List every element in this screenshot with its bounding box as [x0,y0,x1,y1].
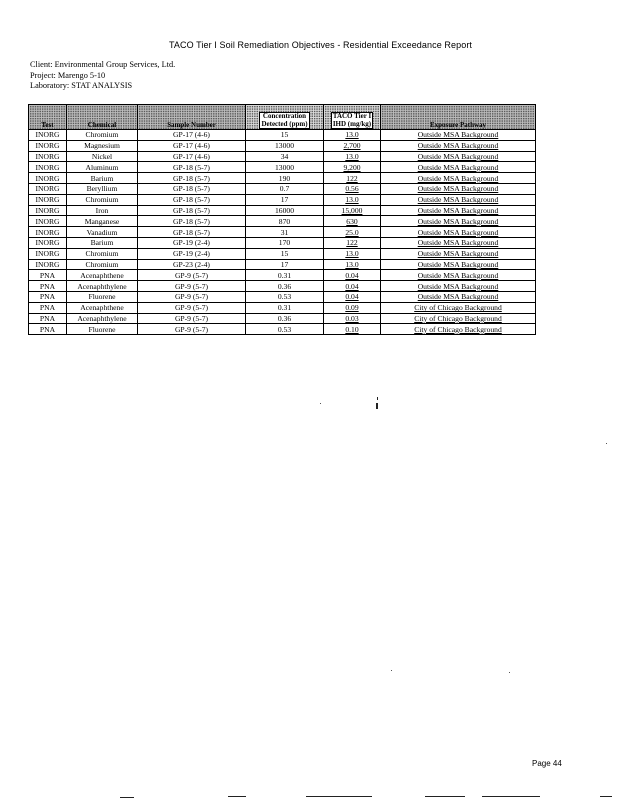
exposure-pathway-cell: Outside MSA Background [381,291,536,302]
col-header-chemical: Chemical [67,105,138,130]
concentration-cell: 0.31 [246,302,324,313]
test-cell: INORG [29,194,67,205]
laboratory-line [30,81,175,92]
scan-line [425,796,465,797]
exposure-pathway-cell: Outside MSA Background [381,140,536,151]
page-number: Page 44 [532,759,562,768]
table-row [29,237,536,248]
concentration-cell: 16000 [246,205,324,216]
concentration-cell: 17 [246,194,324,205]
concentration-cell: 0.36 [246,281,324,292]
exposure-pathway-cell: City of Chicago Background [381,302,536,313]
scan-speck [509,672,510,673]
taco-value-cell: 15,000 [324,205,381,216]
exposure-pathway-cell: Outside MSA Background [381,227,536,238]
chemical-cell: Acenaphthene [67,270,138,281]
chemical-cell: Barium [67,237,138,248]
concentration-cell: 0.53 [246,291,324,302]
chemical-cell: Vanadium [67,227,138,238]
project-value: Marengo 5-10 [57,70,106,80]
sample-number-cell: GP-18 (5-7) [138,162,246,173]
table-row [29,248,536,259]
table-row [29,183,536,194]
concentration-cell: 0.31 [246,270,324,281]
concentration-cell: 15 [246,130,324,141]
table-row [29,270,536,281]
table-row [29,313,536,324]
chemical-cell: Acenaphthylene [67,313,138,324]
concentration-cell: 15 [246,248,324,259]
col-header-taco [324,105,381,130]
table-row [29,151,536,162]
taco-value-cell: 2,700 [324,140,381,151]
sample-number-cell: GP-17 (4-6) [138,151,246,162]
test-cell: INORG [29,216,67,227]
concentration-cell: 0.36 [246,313,324,324]
chemical-cell: Acenaphthylene [67,281,138,292]
test-cell: INORG [29,259,67,270]
client-value: Environmental Group Services, Ltd. [54,60,176,69]
test-cell: INORG [29,227,67,238]
exposure-pathway-cell: Outside MSA Background [381,259,536,270]
table-row [29,194,536,205]
chemical-cell: Chromium [67,248,138,259]
exposure-pathway-cell: Outside MSA Background [381,281,536,292]
taco-value-cell: 13.0 [324,259,381,270]
concentration-cell: 34 [246,151,324,162]
test-cell: INORG [29,130,67,141]
scan-speck [376,403,378,409]
scan-line [600,796,612,797]
sample-number-cell: GP-9 (5-7) [138,270,246,281]
sample-number-cell: GP-18 (5-7) [138,205,246,216]
exposure-pathway-cell: Outside MSA Background [381,237,536,248]
concentration-cell: 17 [246,259,324,270]
table-row [29,227,536,238]
test-cell: INORG [29,205,67,216]
chemical-cell: Chromium [67,259,138,270]
test-cell: PNA [29,281,67,292]
exposure-pathway-cell: Outside MSA Background [381,162,536,173]
scan-line [228,796,246,797]
col-header-sample-number: Sample Number [138,105,246,130]
test-cell: PNA [29,302,67,313]
sample-number-cell: GP-19 (2-4) [138,248,246,259]
table-row [29,140,536,151]
exposure-pathway-cell: Outside MSA Background [381,151,536,162]
project-line [30,71,175,82]
taco-value-cell: 25.0 [324,227,381,238]
exposure-pathway-cell: Outside MSA Background [381,216,536,227]
test-cell: PNA [29,313,67,324]
col-header-exposure-pathway: Exposure Pathway [381,105,536,130]
taco-value-cell: 630 [324,216,381,227]
concentration-header-line1: Concentration [262,112,307,120]
concentration-cell: 190 [246,173,324,184]
taco-value-cell: 13.0 [324,194,381,205]
concentration-cell: 170 [246,237,324,248]
sample-number-cell: GP-23 (2-4) [138,259,246,270]
laboratory-label: Laboratory: [30,81,70,90]
table-body [29,130,536,335]
taco-value-cell: 13.0 [324,130,381,141]
client-line [30,60,175,71]
table-header-row [29,105,536,130]
taco-value-cell: 0.03 [324,313,381,324]
taco-header-line2: IHD (mg/kg) [332,119,372,128]
taco-value-cell: 9,200 [324,162,381,173]
scan-line [482,796,540,797]
sample-number-cell: GP-9 (5-7) [138,313,246,324]
table-row [29,259,536,270]
sample-number-cell: GP-18 (5-7) [138,194,246,205]
chemical-cell: Chromium [67,194,138,205]
test-cell: INORG [29,248,67,259]
scan-speck [391,670,392,671]
concentration-cell: 870 [246,216,324,227]
sample-number-cell: GP-18 (5-7) [138,183,246,194]
exposure-pathway-cell: Outside MSA Background [381,194,536,205]
test-cell: INORG [29,183,67,194]
scan-line [120,797,134,798]
chemical-cell: Manganese [67,216,138,227]
taco-value-cell: 13.0 [324,151,381,162]
sample-number-cell: GP-17 (4-6) [138,130,246,141]
test-cell: INORG [29,151,67,162]
chemical-cell: Beryllium [67,183,138,194]
taco-value-cell: 0.04 [324,270,381,281]
table-row [29,130,536,141]
chemical-cell: Magnesium [67,140,138,151]
exposure-pathway-cell: Outside MSA Background [381,248,536,259]
exposure-pathway-cell: Outside MSA Background [381,130,536,141]
table-row [29,173,536,184]
taco-header-line1: TACO Tier I [332,112,372,120]
scan-speck [606,443,607,444]
table-row [29,216,536,227]
taco-value-cell: 122 [324,173,381,184]
scan-speck [377,397,378,400]
table-row [29,324,536,335]
test-cell: PNA [29,324,67,335]
sample-number-cell: GP-9 (5-7) [138,302,246,313]
scan-line [306,796,372,797]
table-row [29,281,536,292]
report-meta [30,60,175,92]
taco-value-cell: 0.09 [324,302,381,313]
test-cell: PNA [29,291,67,302]
chemical-cell: Chromium [67,130,138,141]
taco-value-cell: 0.10 [324,324,381,335]
sample-number-cell: GP-9 (5-7) [138,281,246,292]
concentration-cell: 0.7 [246,183,324,194]
taco-value-cell: 0.04 [324,281,381,292]
concentration-cell: 13000 [246,162,324,173]
col-header-concentration [246,105,324,130]
sample-number-cell: GP-18 (5-7) [138,173,246,184]
col-header-test: Test [29,105,67,130]
sample-number-cell: GP-9 (5-7) [138,324,246,335]
test-cell: INORG [29,162,67,173]
taco-value-cell: 122 [324,237,381,248]
test-cell: PNA [29,270,67,281]
taco-value-cell: 13.0 [324,248,381,259]
table-row [29,291,536,302]
chemical-cell: Aluminum [67,162,138,173]
sample-number-cell: GP-19 (2-4) [138,237,246,248]
sample-number-cell: GP-18 (5-7) [138,216,246,227]
exposure-pathway-cell: Outside MSA Background [381,173,536,184]
scan-speck [320,403,321,404]
report-title: TACO Tier I Soil Remediation Objectives - Residential Exceedance Report [168,40,473,50]
taco-value-cell: 0.56 [324,183,381,194]
exposure-pathway-cell: Outside MSA Background [381,205,536,216]
laboratory-value: STAT ANALYSIS [71,81,133,90]
exposure-pathway-cell: City of Chicago Background [381,313,536,324]
table-row [29,302,536,313]
test-cell: INORG [29,140,67,151]
test-cell: INORG [29,237,67,248]
concentration-cell: 13000 [246,140,324,151]
sample-number-cell: GP-9 (5-7) [138,291,246,302]
exposure-pathway-cell: Outside MSA Background [381,270,536,281]
concentration-cell: 0.53 [246,324,324,335]
chemical-cell: Barium [67,173,138,184]
chemical-cell: Iron [67,205,138,216]
chemical-cell: Nickel [67,151,138,162]
chemical-cell: Acenaphthene [67,302,138,313]
taco-value-cell: 0.04 [324,291,381,302]
chemical-cell: Fluorene [67,291,138,302]
exposure-pathway-cell: Outside MSA Background [381,183,536,194]
chemical-cell: Fluorene [67,324,138,335]
exceedance-table [28,104,536,335]
table-row [29,205,536,216]
concentration-cell: 31 [246,227,324,238]
client-label: Client: [30,60,53,69]
sample-number-cell: GP-17 (4-6) [138,140,246,151]
concentration-header-line2: Detected (ppm) [261,119,308,128]
sample-number-cell: GP-18 (5-7) [138,227,246,238]
test-cell: INORG [29,173,67,184]
table-row [29,162,536,173]
project-label: Project: [30,70,56,80]
exposure-pathway-cell: City of Chicago Background [381,324,536,335]
